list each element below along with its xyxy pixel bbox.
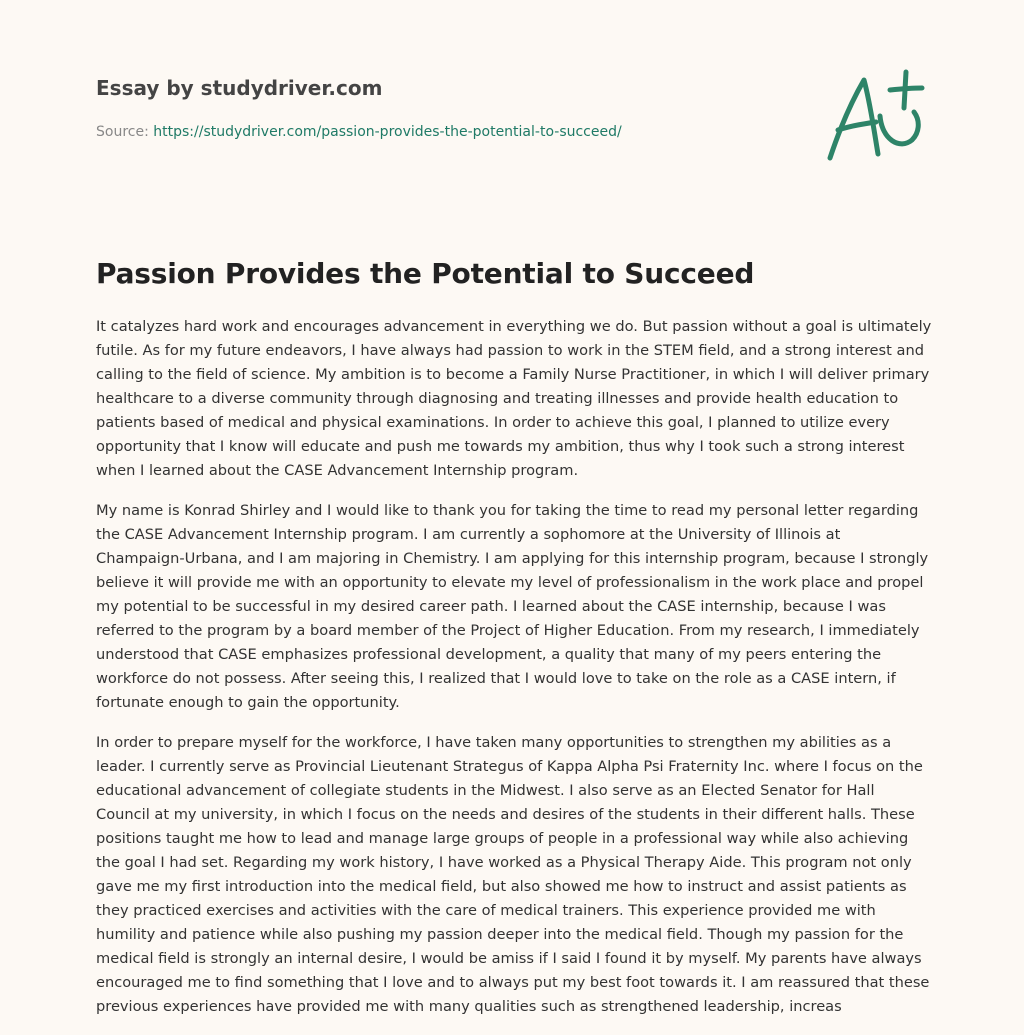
- essay-body: [96, 315, 932, 1035]
- essay-paragraph: In order to prepare myself for the workforce, I have taken many opportunities to strengthen my abilities as a leader. I currently serve as Provincial Lieutenant Strategus of Kappa Alpha Psi Fraternity Inc. where I focus on the educational advancement of collegiate students in the Midwest. I also serve as an Elected Senator for Hall Council at my university, in which I focus on the needs and desires of the students in their different halls. These positions taught me how to lead and manage large groups of people in a professional way while also achieving the goal I had set. Regarding my work history, I have worked as a Physical Therapy Aide. This program not only gave me my first introduction into the medical field, but also showed me how to instruct and assist patients as they practiced exercises and activities with the care of medical trainers. This experience provided me with humility and patience while also pushing my passion deeper into the medical field. Though my passion for the medical field is strongly an internal desire, I would be amiss if I said I found it by myself. My parents have always encouraged me to find something that I love and to always put my best foot towards it. I am reassured that these previous experiences have provided me with many qualities such as strengthened leadership, increas: [96, 734, 930, 1015]
- site-title: Essay by studydriver.com: [96, 76, 383, 100]
- essay-paragraph: My name is Konrad Shirley and I would like to thank you for taking the time to read my personal letter regarding the CASE Advancement Internship program. I am currently a sophomore at the University of Illinois at Champaign-Urbana, and I am majoring in Chemistry. I am applying for this internship program, because I strongly believe it will provide me with an opportunity to elevate my level of professionalism in the work place and propel my potential to be successful in my desired career path. I learned about the CASE internship, because I was referred to the program by a board member of the Project of Higher Education. From my research, I immediately understood that CASE emphasizes professional development, a quality that many of my peers entering the workforce do not possess. After seeing this, I realized that I would love to take on the role as a CASE intern, if fortunate enough to gain the opportunity.: [96, 502, 929, 711]
- source-label: Source:: [96, 124, 149, 140]
- a-plus-grade-icon: [820, 64, 932, 168]
- essay-paragraph: It catalyzes hard work and encourages advancement in everything we do. But passion without a goal is ultimately futile. As for my future endeavors, I have always had passion to work in the STEM field, and a strong interest and calling to the field of science. My ambition is to become a Family Nurse Practitioner, in which I will deliver primary healthcare to a diverse community through diagnosing and treating illnesses and provide health education to patients based of medical and physical examinations. In order to achieve this goal, I planned to utilize every opportunity that I know will educate and push me towards my ambition, thus why I took such a strong interest when I learned about the CASE Advancement Internship program.: [96, 318, 932, 479]
- essay-title: Passion Provides the Potential to Succeed: [96, 257, 755, 290]
- source-line: [96, 122, 796, 142]
- source-link[interactable]: https://studydriver.com/passion-provides-the-potential-to-succeed/: [153, 124, 622, 140]
- page-header: [96, 74, 796, 142]
